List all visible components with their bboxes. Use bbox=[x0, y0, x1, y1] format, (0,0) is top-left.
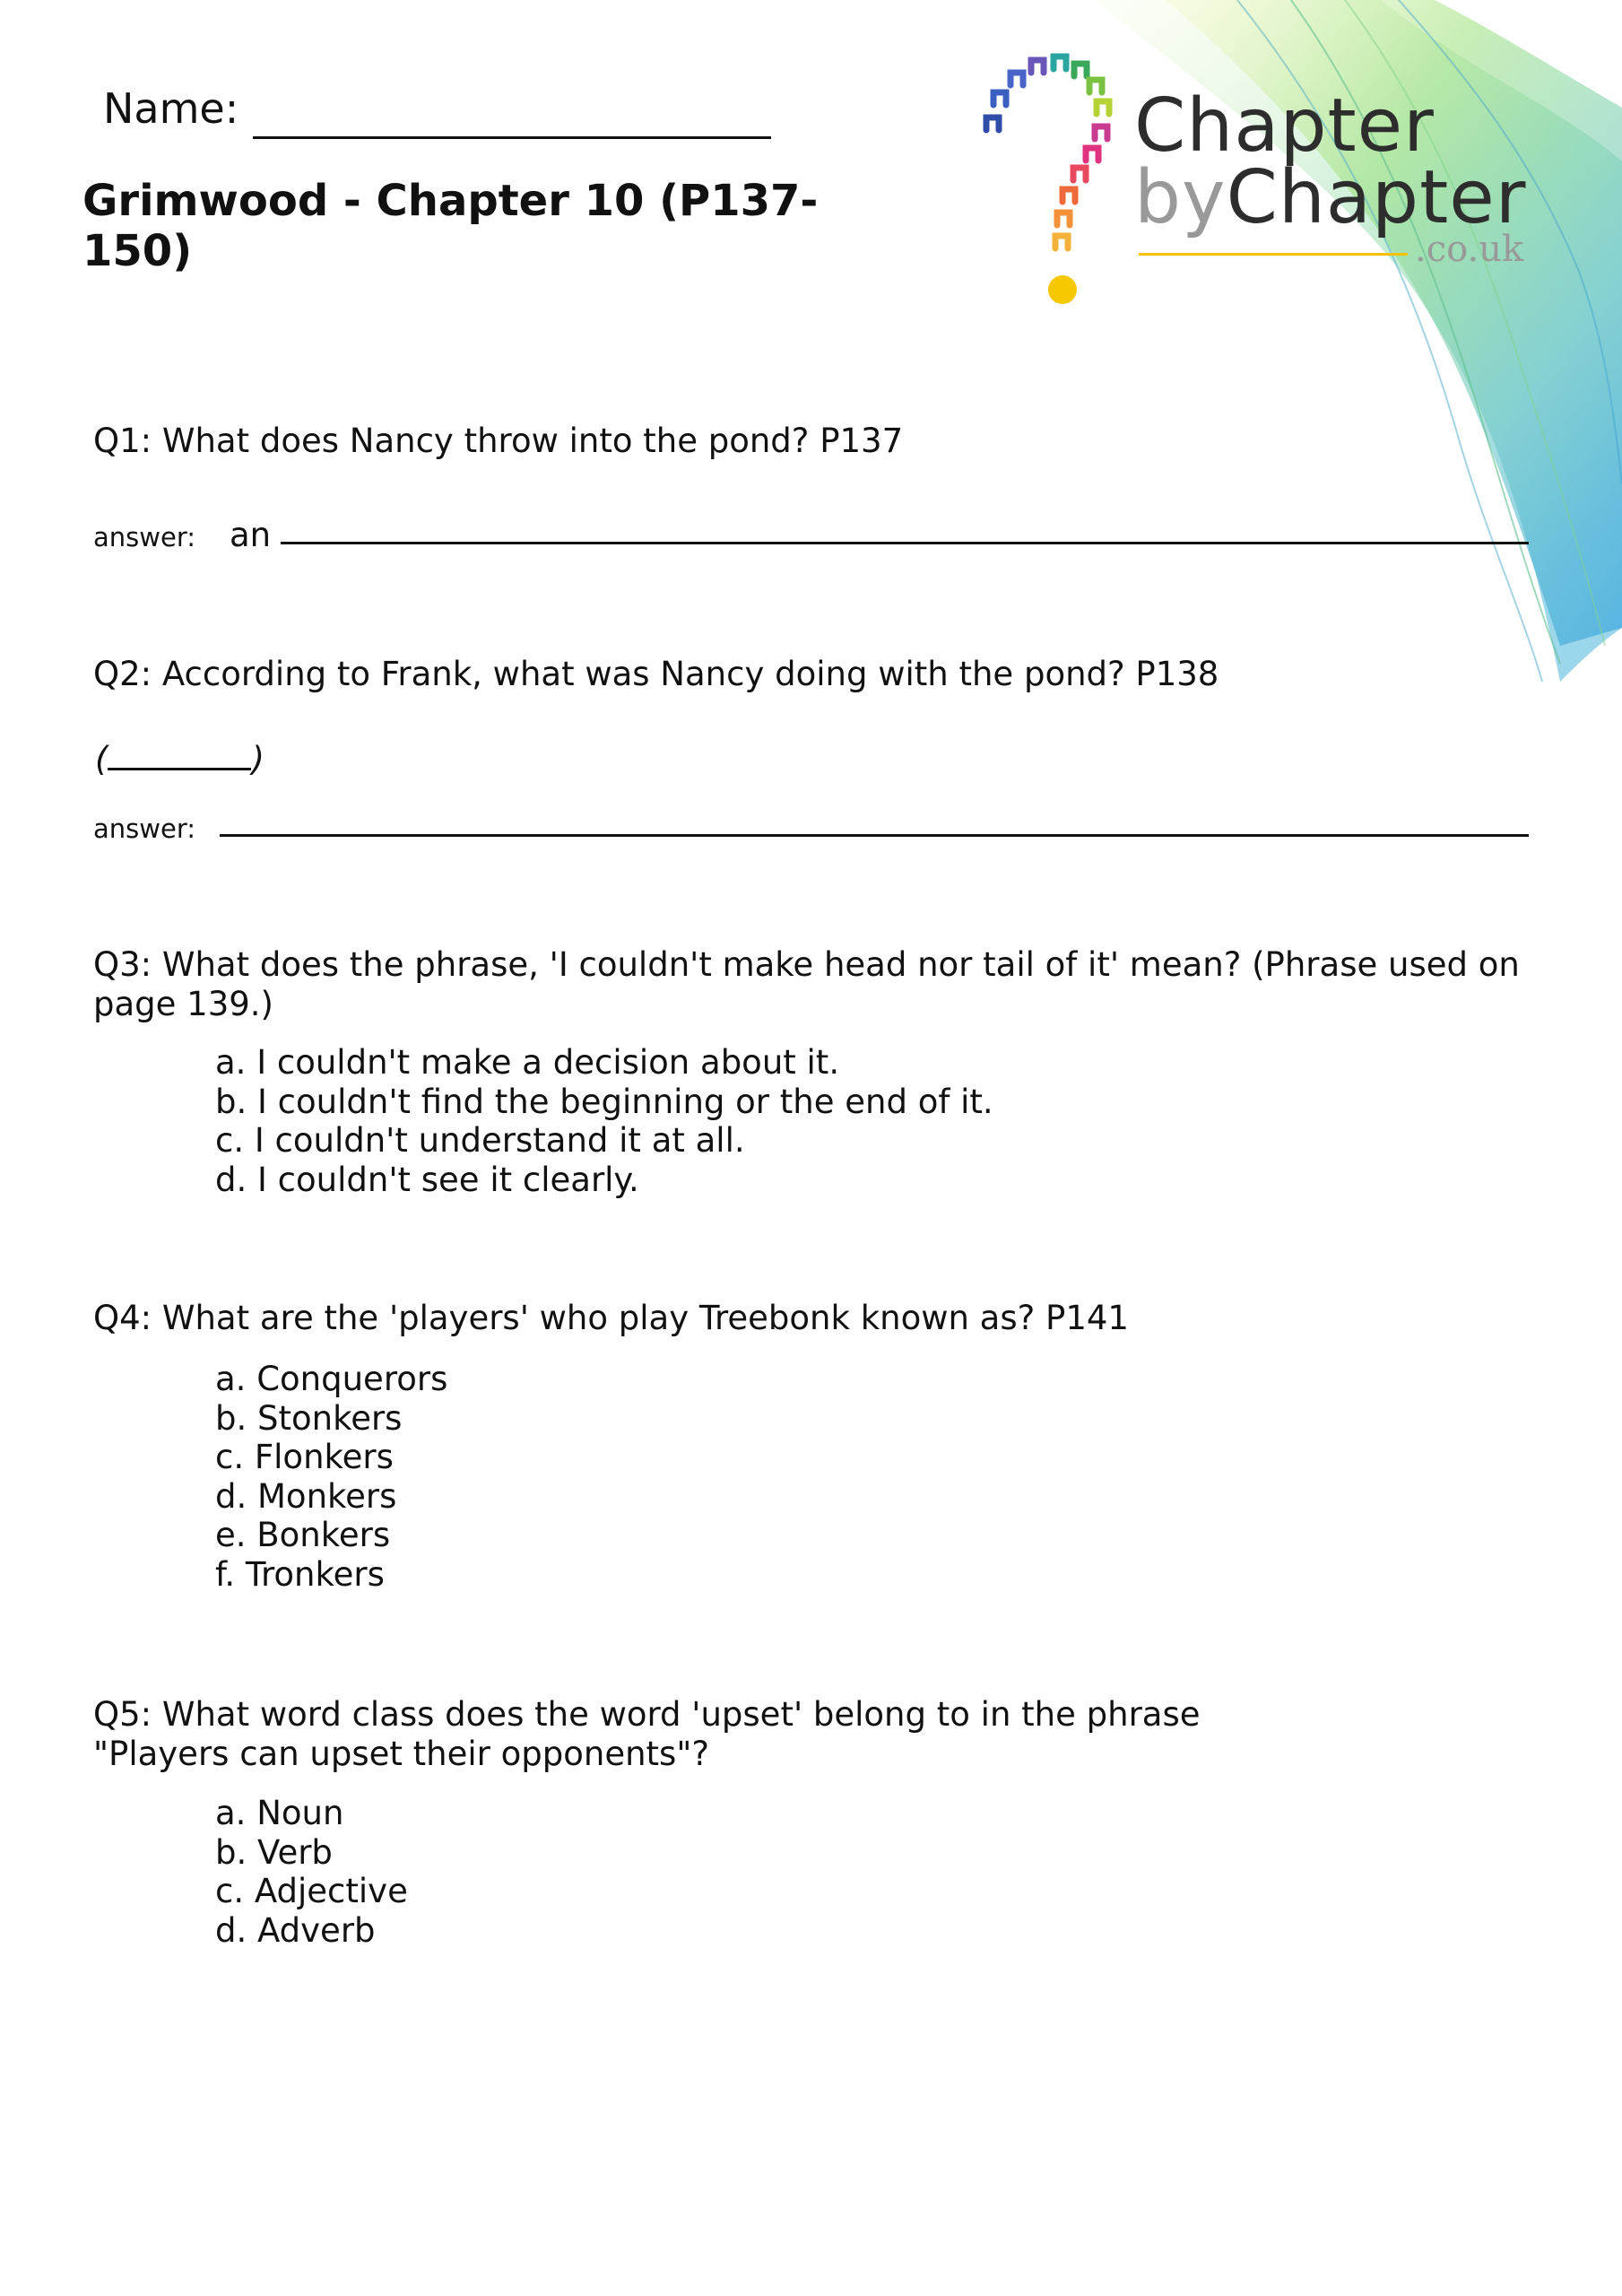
books-question-mark-icon bbox=[964, 49, 1125, 309]
q3-option-c[interactable]: c. I couldn't understand it at all. bbox=[215, 1121, 745, 1160]
q2-answer-label: answer: bbox=[93, 813, 196, 844]
q2-blank[interactable] bbox=[95, 735, 265, 776]
logo-dot bbox=[1048, 275, 1077, 304]
logo-text-couk: .co.uk bbox=[1415, 229, 1524, 270]
logo-text-bychapter bbox=[1134, 155, 1527, 240]
question-4-text: Q4: What are the 'players' who play Treebonk known as? P141 bbox=[93, 1299, 1129, 1337]
q2-blank-gap bbox=[108, 735, 251, 770]
q2-blank-open: ( bbox=[95, 740, 108, 778]
logo-underline bbox=[1139, 253, 1408, 256]
q4-option-d[interactable]: d. Monkers bbox=[215, 1476, 397, 1516]
q3-options bbox=[215, 1043, 993, 1199]
q4-option-a[interactable]: a. Conquerors bbox=[215, 1360, 448, 1398]
question-5-line-2: "Players can upset their opponents"? bbox=[93, 1735, 709, 1773]
logo-text-by: by bbox=[1134, 155, 1227, 240]
name-field-line[interactable] bbox=[253, 136, 771, 139]
q4-option-c[interactable]: c. Flonkers bbox=[215, 1438, 394, 1476]
q1-answer-line[interactable] bbox=[281, 542, 1529, 544]
q2-answer-line[interactable] bbox=[220, 834, 1529, 837]
q5-option-b[interactable]: b. Verb bbox=[215, 1832, 333, 1872]
q5-options bbox=[215, 1794, 408, 1950]
q5-option-c[interactable]: c. Adjective bbox=[215, 1872, 408, 1910]
q3-option-d[interactable]: d. I couldn't see it clearly. bbox=[215, 1160, 639, 1199]
q5-option-a[interactable]: a. Noun bbox=[215, 1794, 344, 1832]
question-3-text: Q3: What does the phrase, 'I couldn't make head nor tail of it' mean? (Phrase used on page 139.) bbox=[93, 945, 1520, 1023]
q4-option-e[interactable]: e. Bonkers bbox=[215, 1516, 391, 1554]
page-title: Grimwood - Chapter 10 (P137-150) bbox=[82, 176, 819, 276]
q3-option-a[interactable]: a. I couldn't make a decision about it. bbox=[215, 1043, 840, 1082]
q5-option-d[interactable]: d. Adverb bbox=[215, 1910, 376, 1950]
q4-options bbox=[215, 1360, 447, 1594]
question-2-text: Q2: According to Frank, what was Nancy doing with the pond? P138 bbox=[93, 655, 1219, 693]
question-1-text: Q1: What does Nancy throw into the pond? P137 bbox=[93, 422, 904, 460]
logo-text-chapter: Chapter bbox=[1134, 83, 1435, 169]
question-5-text bbox=[93, 1695, 1528, 1774]
q1-answer-label: answer: bbox=[93, 522, 196, 552]
q2-blank-close: ) bbox=[251, 740, 265, 778]
q4-option-f[interactable]: f. Tronkers bbox=[215, 1554, 385, 1594]
logo-text-chapter-2: Chapter bbox=[1226, 155, 1527, 240]
name-label: Name: bbox=[103, 84, 239, 133]
q4-option-b[interactable]: b. Stonkers bbox=[215, 1398, 403, 1438]
question-5-line-1: Q5: What word class does the word 'upset' belong to in the phrase bbox=[93, 1695, 1201, 1734]
q1-answer-prefix: an bbox=[230, 516, 272, 554]
q3-option-b[interactable]: b. I couldn't find the beginning or the end of it. bbox=[215, 1082, 993, 1121]
